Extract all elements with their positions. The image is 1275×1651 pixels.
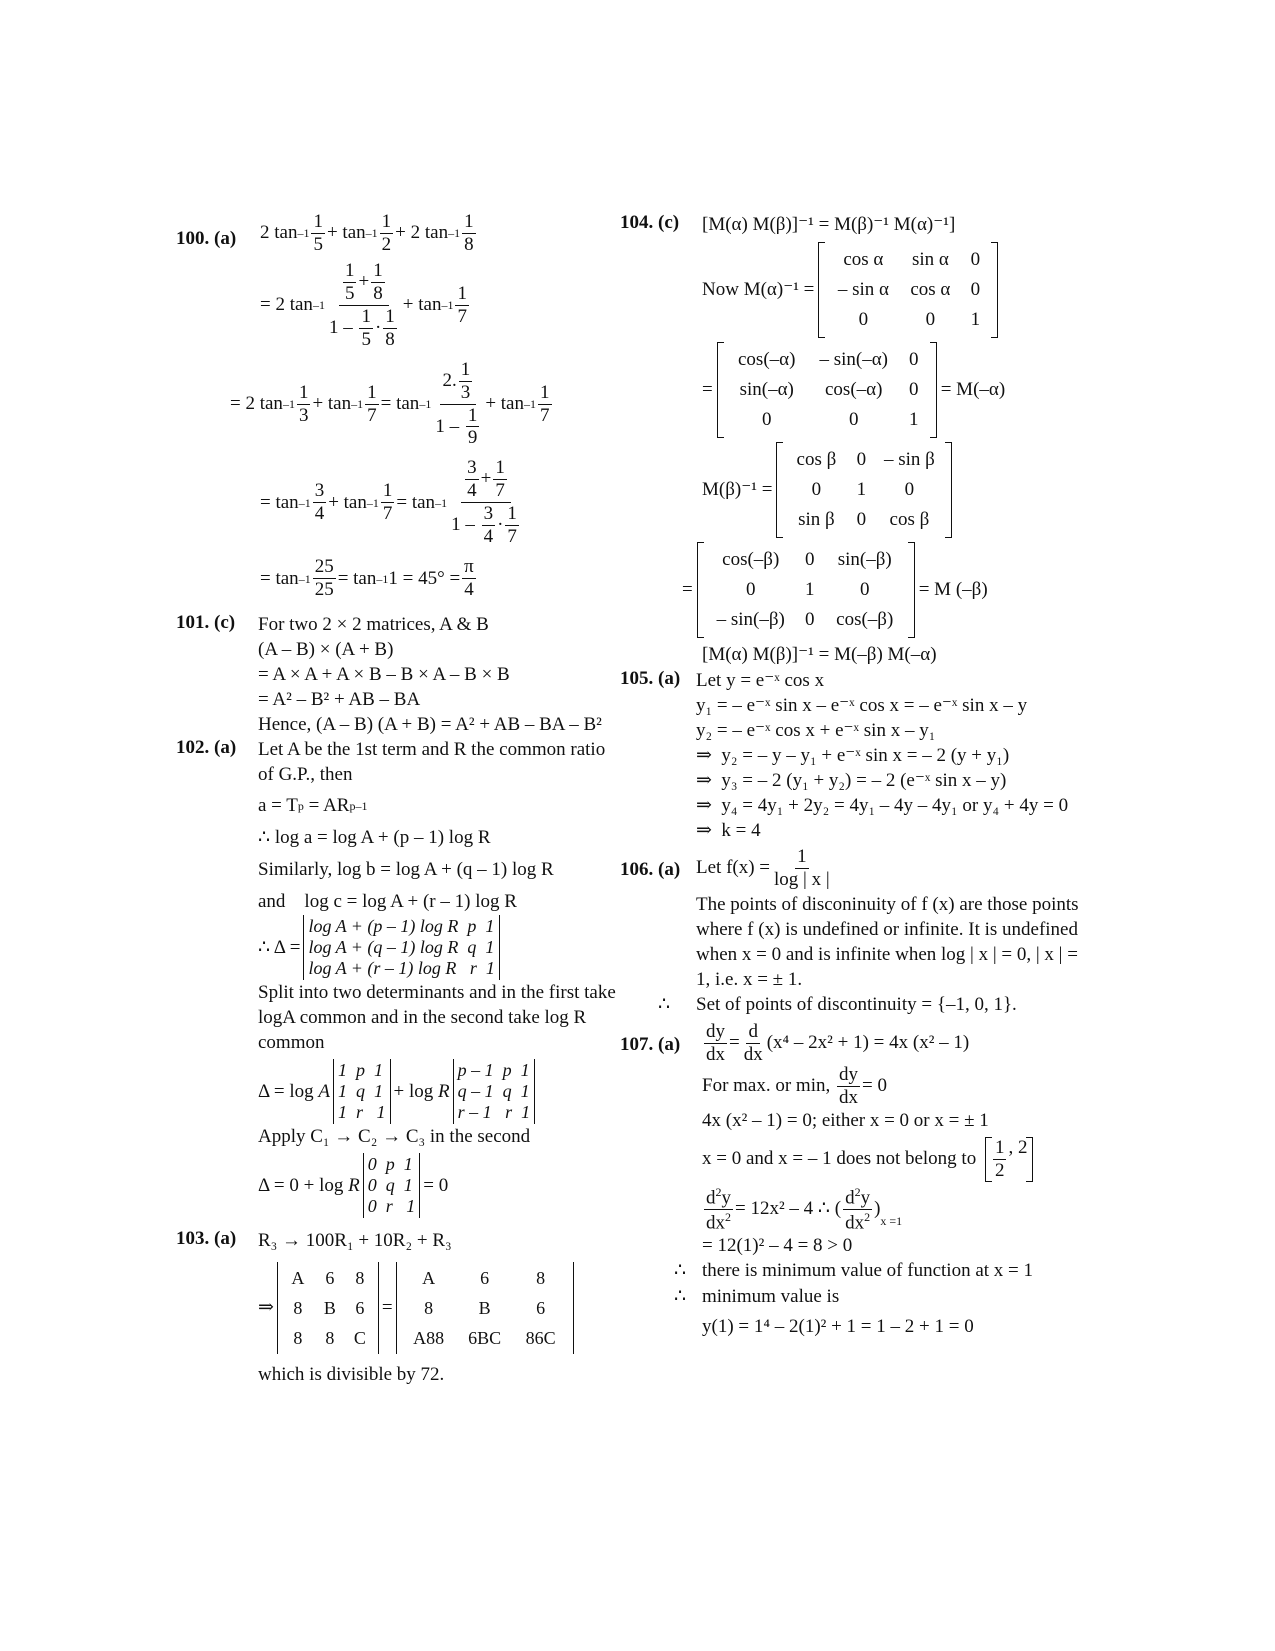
matrix-equation: = cos(–β) 0 sin(–β) 0 1 0 – sin(–β) 0 cos(–β) = M (–β): [682, 542, 1090, 638]
conclusion: ∴ minimum value is: [673, 1286, 840, 1308]
solution-106: [620, 847, 1090, 1018]
text-line: Apply C₁ → C₂ → C₃ in the second: [258, 1126, 531, 1147]
row-operation: R₃ → 100R₁ + 10R₂ + R₃: [258, 1230, 452, 1251]
equation: and log c = log A + (r – 1) log R: [258, 891, 517, 912]
conclusion: ∴ Set of points of discontinuity = {–1, 0, 1}.: [658, 993, 1017, 1015]
solution-number: 100. (a): [176, 228, 237, 249]
conclusion: ∴ there is minimum value of function at x = 1: [673, 1260, 1034, 1282]
text-line: which is divisible by 72.: [258, 1364, 445, 1385]
matrix: cos(–β) 0 sin(–β) 0 1 0 – sin(–β) 0 cos(–β): [697, 542, 915, 638]
equation: Let f(x) = $\frac{1}{\log | x |}$: [696, 846, 830, 890]
equation: = tan –1 $\frac{3}{4}$ + tan –1 $\frac{1}{7}$ = tan –1 $\frac{3}{4}$ + $\frac{1}{7}$ 1 – $\frac{3}{4}$ · $\frac{1}{7}$: [260, 457, 517, 548]
matrix: cos α sin α 0 – sin α cos α 0 0 0 1: [818, 242, 998, 338]
solution-number: 103. (a): [176, 1228, 237, 1249]
equation: ∴ log a = log A + (p – 1) log R: [258, 827, 491, 848]
text-line: = A × A + A × B – B × A – B × B: [258, 664, 510, 685]
determinant: A 6 8 8 B 6 A88 6BC 86C: [396, 1262, 574, 1354]
matrix-equation: = cos(–α) – sin(–α) 0 sin(–α) cos(–α) 0 0 0 1 = M(–α): [702, 342, 1090, 438]
equation: $\frac{dy}{dx}$ = $\frac{d}{dx}$ (x⁴ – 2x² + 1) = 4x (x² – 1): [706, 1020, 970, 1065]
solution-101: [176, 612, 616, 737]
equation: [M(α) M(β)]⁻¹ = M(–β) M(–α): [702, 644, 937, 665]
matrix: cos β 0 – sin β 0 1 0 sin β 0 cos β: [776, 442, 952, 538]
solution-number: 102. (a): [176, 737, 237, 758]
text-line: y₁ = – e⁻ˣ sin x – e⁻ˣ cos x = – e⁻ˣ sin x – y: [696, 695, 1028, 716]
determinant: A 6 8 8 B 6 8 8 C: [277, 1262, 379, 1354]
text-line: ⇒ y₂ = – y – y₁ + e⁻ˣ sin x = – 2 (y + y₁): [696, 745, 1010, 766]
text-line: ⇒ k = 4: [696, 820, 761, 841]
text-line: ⇒ y₄ = 4y₁ + 2y₂ = 4y₁ – 4y – 4y₁ or y₄ + 4y = 0: [696, 795, 1069, 816]
text-line: y(1) = 1⁴ – 2(1)² + 1 = 1 – 2 + 1 = 0: [702, 1316, 974, 1338]
solution-102: [176, 737, 616, 1218]
determinant-equation: ∴ Δ = log A + (p – 1) log R p 1 log A + (q – 1) log R q 1 log A + (r – 1) log R r 1: [258, 915, 616, 980]
determinant-equation: Δ = 0 + log R 0 p 1 0 q 1 0 r 1 = 0: [258, 1154, 449, 1216]
solution-number: 105. (a): [620, 668, 681, 689]
text-line: = 12(1)² – 4 = 8 > 0: [702, 1235, 853, 1257]
solution-100: [176, 212, 616, 612]
equation: = tan –1 $\frac{25}{25}$ = tan –1 1 = 45° = $\frac{\pi}{4}$: [260, 556, 474, 601]
solution-105: [620, 668, 1090, 843]
text-paragraph: The points of disconinuity of f (x) are those points where f (x) is undefined or infinite. It is undefined when x = 0 and is infinite when log | x | = 0, | x | = 1, i.e. x = ± 1.: [696, 893, 1079, 990]
determinant-equation: Δ = log A 1 p 1 1 q 1 1 r 1 + log R p – 1 p 1 q – 1 q 1 r – 1 r 1: [258, 1059, 616, 1124]
equation: [M(α) M(β)]⁻¹ = M(β)⁻¹ M(α)⁻¹]: [702, 214, 956, 235]
solution-104: [620, 212, 1090, 668]
solution-107: [620, 1022, 1090, 1339]
matrix-equation: M(β)⁻¹ = cos β 0 – sin β 0 1 0 sin β 0 cos β: [702, 442, 1090, 538]
equation: x = 0 and x = – 1 does not belong to $\frac{1}{2}$ , 2: [702, 1137, 1090, 1182]
matrix: cos(–α) – sin(–α) 0 sin(–α) cos(–α) 0 0 0 1: [717, 342, 937, 438]
solution-number: 104. (c): [620, 212, 680, 233]
text-line: ⇒ y₃ = – 2 (y₁ + y₂) = – 2 (e⁻ˣ sin x – y): [696, 770, 1007, 791]
text-line: y₂ = – e⁻ˣ cos x + e⁻ˣ sin x – y₁: [696, 720, 936, 741]
text-paragraph: Split into two determinants and in the first take logA common and in the second take log R common: [258, 982, 616, 1053]
equation: For max. or min, $\frac{dy}{dx}$ = 0: [702, 1063, 887, 1108]
text-line: (A – B) × (A + B): [258, 639, 394, 660]
solution-number: 101. (c): [176, 612, 236, 633]
text-paragraph: Let A be the 1st term and R the common ratio of G.P., then: [258, 739, 606, 785]
equation: $\frac{d^2y}{dx^2}$ = 12x² – 4 ∴ ( $\frac{d^2y}{dx^2}$ ) $_{x =1}$: [706, 1184, 903, 1234]
equation: = 2 tan –1 $\frac{1}{3}$ + tan –1 $\frac{1}{7}$ = tan –1 2. $\frac{1}{3}$ 1 – $\frac{1}{9}$ + tan –1 $\frac{1}{7}$: [230, 358, 550, 449]
solution-103: [176, 1228, 616, 1387]
determinant-equation: ⇒ A 6 8 8 B 6 8 8 C = A 6 8 8 B 6 A88 6BC 86C: [258, 1262, 616, 1354]
text-line: = A² – B² + AB – BA: [258, 689, 421, 710]
text-line: For two 2 × 2 matrices, A & B: [258, 614, 489, 635]
right-column: [620, 212, 1090, 1339]
text-line: Let y = e⁻ˣ cos x: [696, 670, 825, 691]
equation: 2 tan –1 $\frac{1}{5}$ + tan –1 $\frac{1}{2}$ + 2 tan –1 $\frac{1}{8}$: [260, 211, 474, 255]
equation: a = T p = AR p–1: [258, 795, 368, 816]
solution-number: 106. (a): [620, 859, 681, 880]
text-line: 4x (x² – 1) = 0; either x = 0 or x = ± 1: [702, 1109, 989, 1131]
solution-number: 107. (a): [620, 1033, 681, 1055]
equation: Similarly, log b = log A + (q – 1) log R: [258, 859, 554, 880]
equation: = 2 tan –1 $\frac{1}{5}$ + $\frac{1}{8}$ 1 – $\frac{1}{5}$ · $\frac{1}{8}$ + tan –1 $\frac{1}{7}$: [260, 259, 467, 350]
matrix-equation: Now M(α)⁻¹ = cos α sin α 0 – sin α cos α 0 0 0 1: [702, 242, 1090, 338]
text-line: Hence, (A – B) (A + B) = A² + AB – BA – B²: [258, 714, 602, 735]
left-column: [176, 212, 616, 1387]
